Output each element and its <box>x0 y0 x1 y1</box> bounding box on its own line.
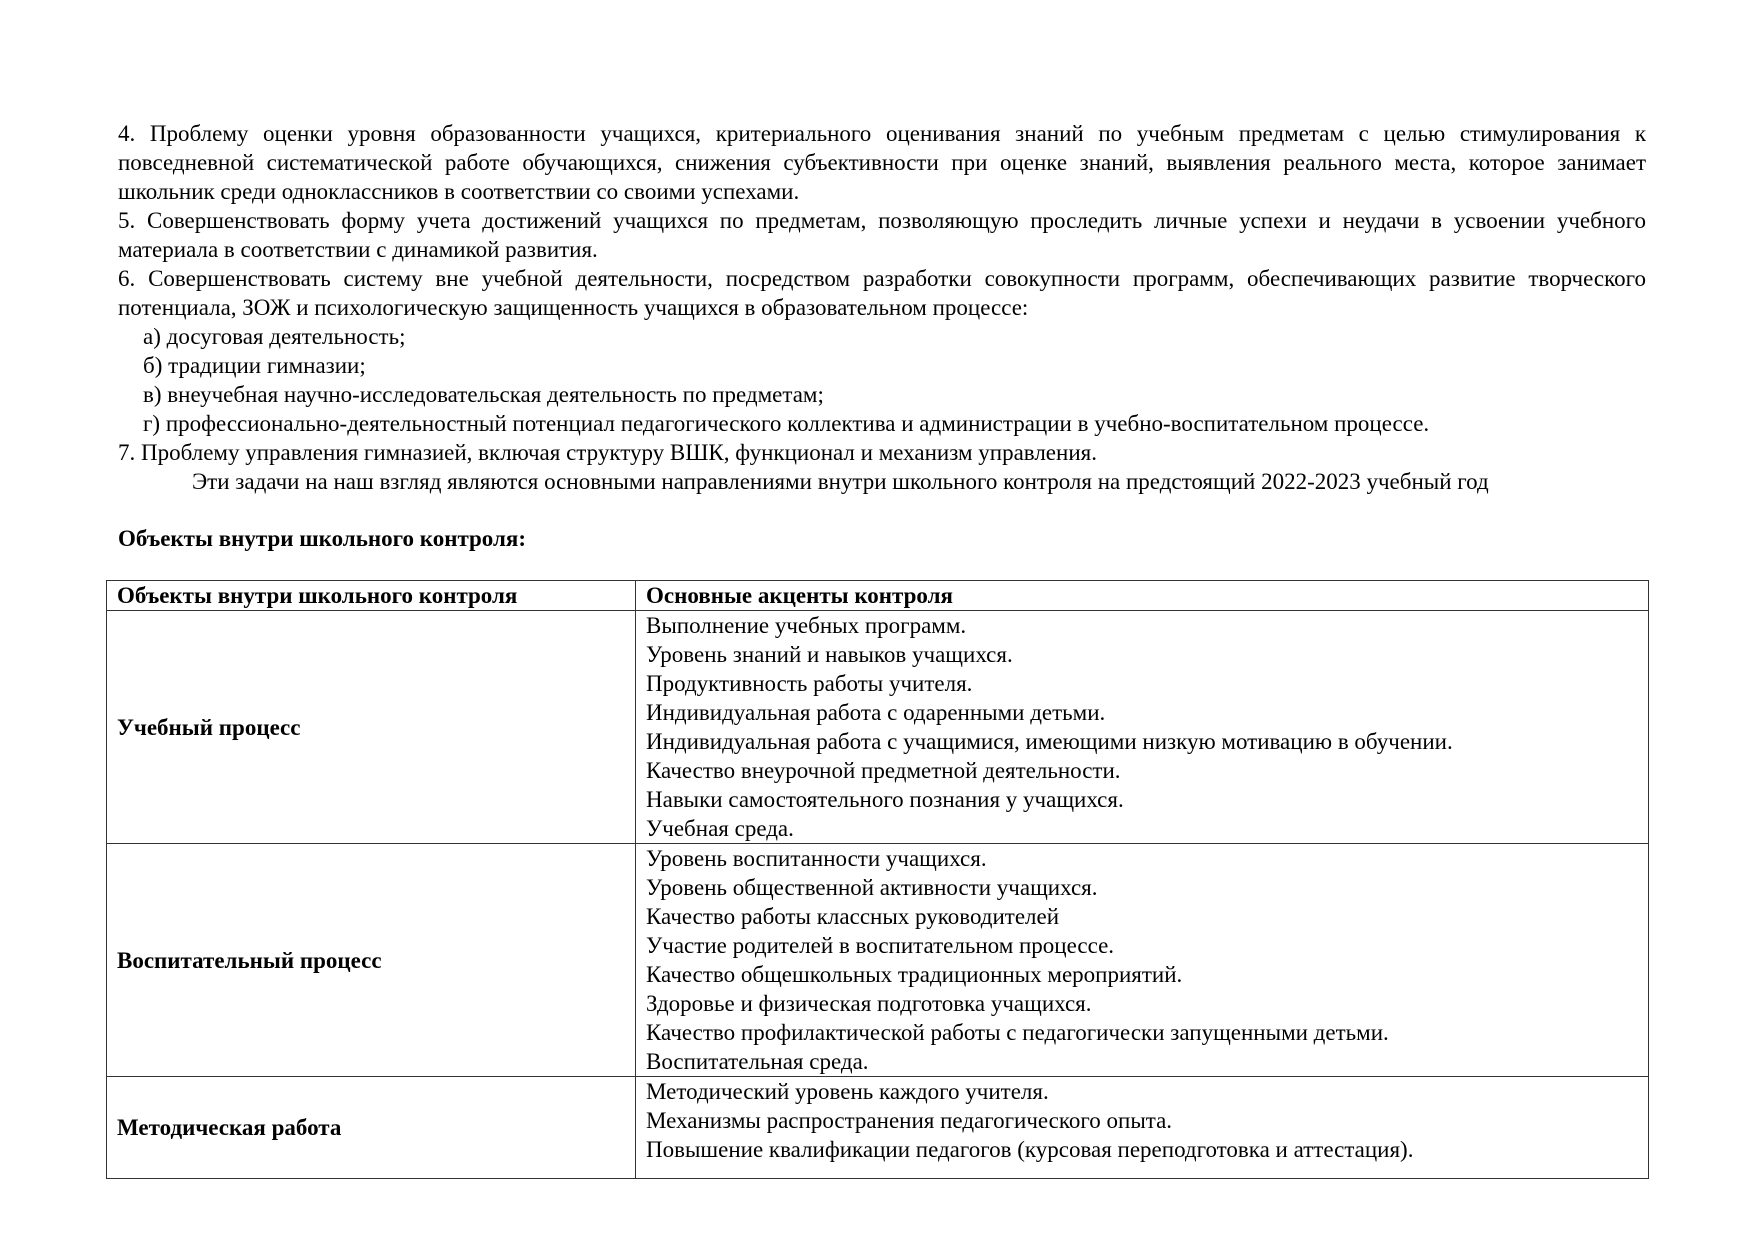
accent-item: Методический уровень каждого учителя. <box>646 1079 1049 1104</box>
table-header-objects: Объекты внутри школьного контроля <box>107 581 636 611</box>
accent-item: Качество внеурочной предметной деятельности. <box>646 758 1121 783</box>
table-row <box>107 1077 1649 1179</box>
table-header-row <box>107 581 1649 611</box>
accent-item: Индивидуальная работа с одаренными детьми. <box>646 700 1106 725</box>
accents-cell <box>636 844 1649 1077</box>
accent-item: Качество профилактической работы с педагогически запущенными детьми. <box>646 1020 1389 1045</box>
accents-cell <box>636 611 1649 844</box>
paragraph-4: 4. Проблему оценки уровня образованности учащихся, критериального оценивания знаний по учебным предметам с целью стимулирования к повседневной систематической работе обучающихся, снижения субъективности при оценке знаний, выявления реального места, которое занимает школьник среди одноклассников в соответствии со своими успехами. <box>118 121 1646 204</box>
accent-item: Индивидуальная работа с учащимися, имеющими низкую мотивацию в обучении. <box>646 729 1453 754</box>
list-item-v: в) внеучебная научно-исследовательская деятельность по предметам; <box>143 382 824 407</box>
paragraph-5: 5. Совершенствовать форму учета достижений учащихся по предметам, позволяющую проследить личные успехи и неудачи в усвоении учебного материала в соответствии с динамикой развития. <box>118 208 1646 262</box>
list-item-a: а) досуговая деятельность; <box>143 324 406 349</box>
accent-item: Учебная среда. <box>646 816 794 841</box>
object-name: Методическая работа <box>107 1077 636 1179</box>
paragraph-6: 6. Совершенствовать систему вне учебной деятельности, посредством разработки совокупности программ, обеспечивающих развитие творческого потенциала, ЗОЖ и психологическую защищенность учащихся в образовательном процессе: <box>118 266 1646 320</box>
object-name: Воспитательный процесс <box>107 844 636 1077</box>
accent-item: Навыки самостоятельного познания у учащихся. <box>646 787 1124 812</box>
table-row <box>107 844 1649 1077</box>
table-header-accents: Основные акценты контроля <box>636 581 1649 611</box>
accent-item: Повышение квалификации педагогов (курсовая переподготовка и аттестация). <box>646 1137 1414 1162</box>
control-objects-table <box>106 580 1649 1179</box>
accent-item: Уровень воспитанности учащихся. <box>646 846 987 871</box>
paragraph-7: 7. Проблему управления гимназией, включая структуру ВШК, функционал и механизм управления. <box>118 440 1097 465</box>
accent-item: Качество общешкольных традиционных мероприятий. <box>646 962 1183 987</box>
accent-item: Уровень знаний и навыков учащихся. <box>646 642 1013 667</box>
accent-item: Выполнение учебных программ. <box>646 613 967 638</box>
section-heading: Объекты внутри школьного контроля: <box>118 526 527 551</box>
accent-item: Участие родителей в воспитательном процессе. <box>646 933 1115 958</box>
accent-item: Продуктивность работы учителя. <box>646 671 973 696</box>
list-item-b: б) традиции гимназии; <box>143 353 366 378</box>
accent-item: Уровень общественной активности учащихся. <box>646 875 1098 900</box>
conclusion-line: Эти задачи на наш взгляд являются основными направлениями внутри школьного контроля на предстоящий 2022-2023 учебный год <box>192 469 1489 494</box>
object-name: Учебный процесс <box>107 611 636 844</box>
accent-item: Качество работы классных руководителей <box>646 904 1060 929</box>
accents-cell <box>636 1077 1649 1179</box>
list-item-g: г) профессионально-деятельностный потенциал педагогического коллектива и администрации в учебно-воспитательном процессе. <box>143 411 1430 436</box>
table-row <box>107 611 1649 844</box>
accent-item: Здоровье и физическая подготовка учащихся. <box>646 991 1092 1016</box>
accent-item: Механизмы распространения педагогического опыта. <box>646 1108 1173 1133</box>
accent-item: Воспитательная среда. <box>646 1049 869 1074</box>
